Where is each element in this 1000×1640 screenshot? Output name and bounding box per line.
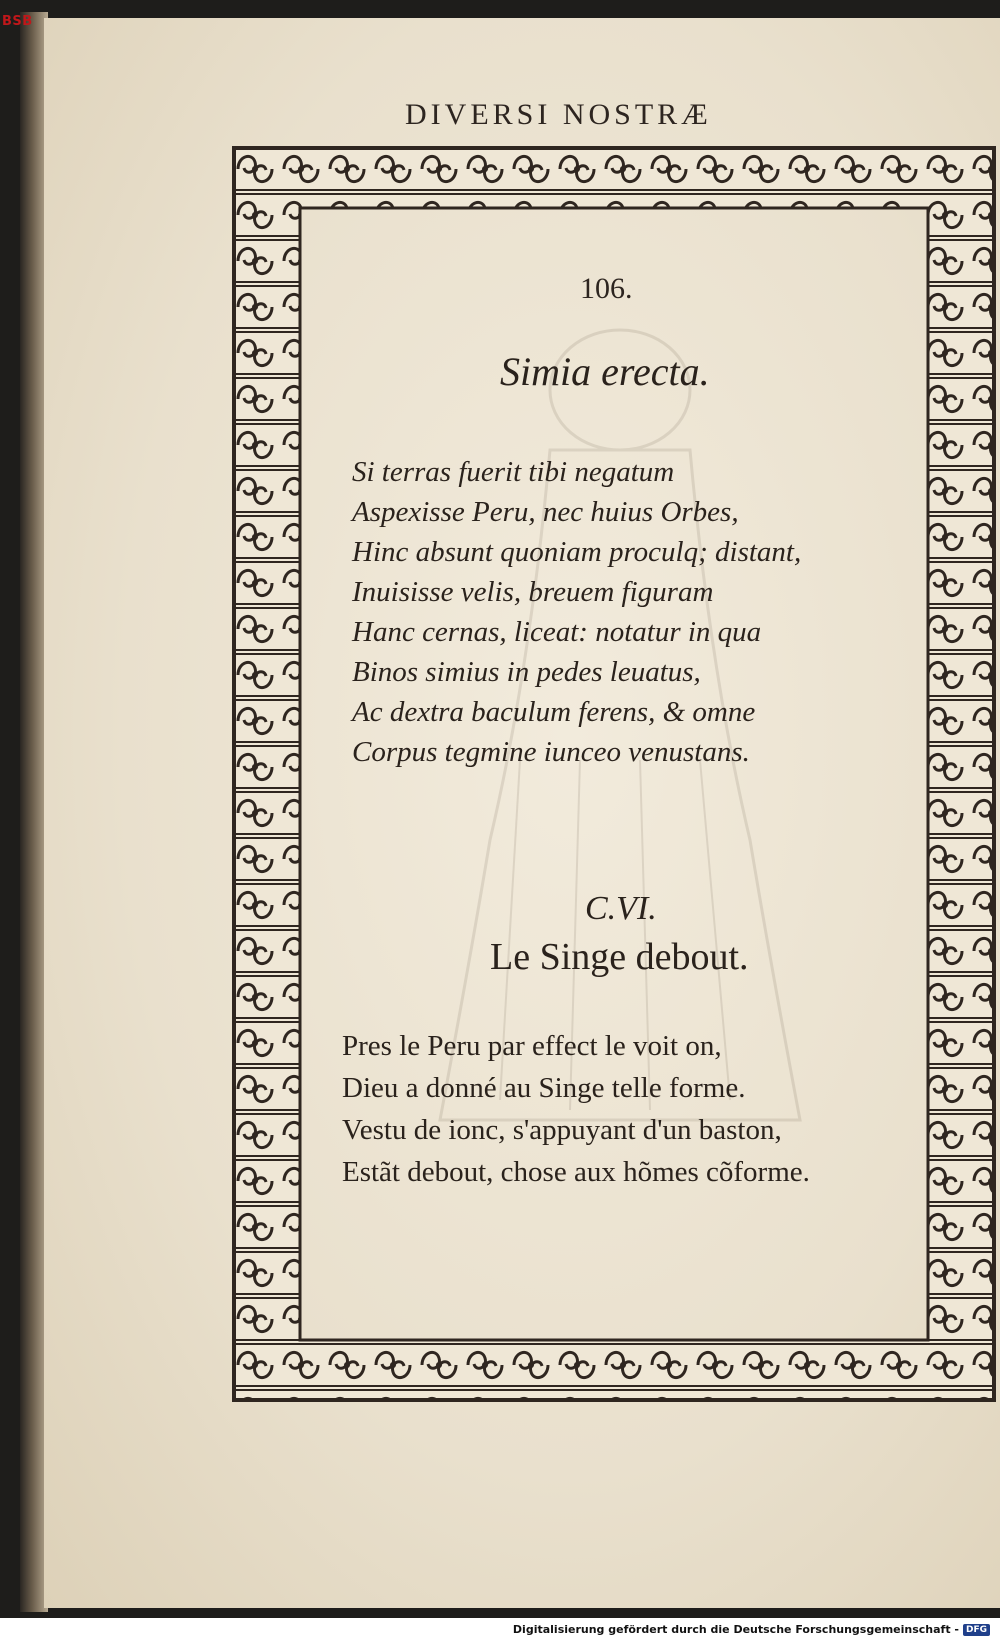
latin-verse-line: Si terras fuerit tibi negatum (352, 456, 675, 488)
french-title: Le Singe debout. (490, 936, 749, 978)
french-verse-line: Dieu a donné au Singe telle forme. (342, 1072, 746, 1104)
latin-verse-line: Aspexisse Peru, nec huius Orbes, (352, 496, 739, 528)
library-stamp: BSB (2, 14, 33, 29)
french-verses (342, 1025, 952, 1193)
french-verse-line: Estãt debout, chose aux hõmes cõforme. (342, 1156, 810, 1188)
latin-verse-line: Ac dextra baculum ferens, & omne (352, 696, 756, 728)
latin-verse-line: Hanc cernas, liceat: notatur in qua (352, 616, 762, 648)
latin-verses (352, 452, 952, 772)
latin-title: Simia erecta. (500, 349, 710, 394)
french-verse-line: Pres le Peru par effect le voit on, (342, 1030, 722, 1062)
latin-verse-line: Inuisisse velis, breuem figuram (352, 576, 714, 608)
latin-verse-line: Corpus tegmine iunceo venustans. (352, 736, 750, 768)
section-number: C.VI. (585, 890, 657, 927)
border-ornament-svg (232, 146, 996, 1402)
latin-verse-line: Binos simius in pedes leuatus, (352, 656, 701, 688)
dfg-logo-icon[interactable]: DFG (963, 1624, 990, 1636)
latin-verse-line: Hinc absunt quoniam proculq; distant, (352, 536, 802, 568)
emblem-number: 106. (580, 272, 633, 305)
digitization-credit (513, 1623, 990, 1636)
running-head: DIVERSI NOSTRÆ (405, 98, 712, 131)
french-verse-line: Vestu de ionc, s'appuyant d'un baston, (342, 1114, 782, 1146)
credit-text: Digitalisierung gefördert durch die Deutsche Forschungsgemeinschaft - (512, 1623, 959, 1636)
ornamental-border (232, 146, 996, 1402)
